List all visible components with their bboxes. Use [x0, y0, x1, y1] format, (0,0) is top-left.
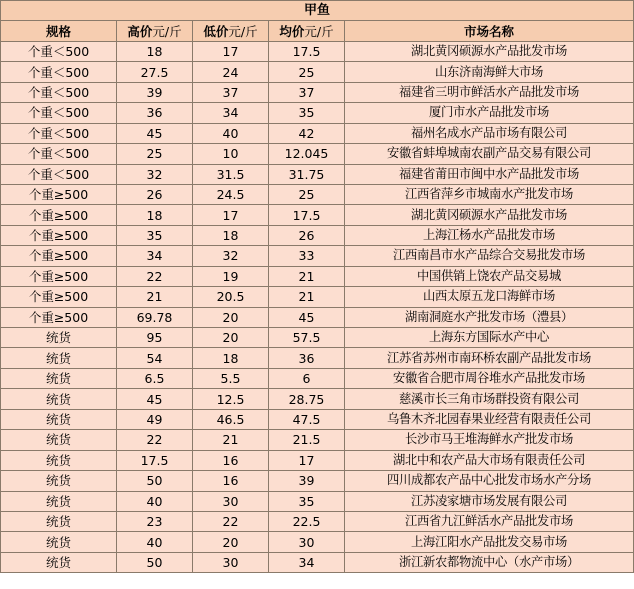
cell-spec: 统货 [1, 532, 117, 552]
cell-avg: 21 [269, 287, 345, 307]
table-row [1, 103, 634, 123]
cell-spec: 统货 [1, 409, 117, 429]
cell-low: 24 [193, 62, 269, 82]
table-row [1, 246, 634, 266]
cell-avg: 25 [269, 184, 345, 204]
cell-high: 26 [117, 184, 193, 204]
cell-avg: 47.5 [269, 409, 345, 429]
cell-high: 35 [117, 225, 193, 245]
table-row [1, 552, 634, 572]
cell-spec: 统货 [1, 348, 117, 368]
cell-low: 17 [193, 205, 269, 225]
cell-avg: 31.75 [269, 164, 345, 184]
cell-market: 福州名成水产品市场有限公司 [345, 123, 634, 143]
cell-spec: 统货 [1, 328, 117, 348]
header-avg-unit: 元/斤 [304, 23, 334, 39]
cell-low: 37 [193, 82, 269, 102]
cell-avg: 30 [269, 532, 345, 552]
table-row [1, 368, 634, 388]
table-row [1, 287, 634, 307]
cell-avg: 39 [269, 471, 345, 491]
cell-low: 30 [193, 491, 269, 511]
cell-avg: 6 [269, 368, 345, 388]
cell-market: 上海江阳水产品批发交易市场 [345, 532, 634, 552]
cell-market: 浙江新农都物流中心（水产市场） [345, 552, 634, 572]
table-row [1, 266, 634, 286]
cell-high: 21 [117, 287, 193, 307]
cell-avg: 57.5 [269, 328, 345, 348]
cell-avg: 17.5 [269, 205, 345, 225]
cell-avg: 21.5 [269, 430, 345, 450]
cell-high: 32 [117, 164, 193, 184]
cell-market: 江西省九江鲜活水产品批发市场 [345, 511, 634, 531]
table-row [1, 144, 634, 164]
table-row [1, 409, 634, 429]
cell-low: 18 [193, 348, 269, 368]
cell-spec: 个重≥500 [1, 205, 117, 225]
cell-market: 长沙市马王堆海鲜水产批发市场 [345, 430, 634, 450]
cell-market: 湖南洞庭水产批发市场（澧县） [345, 307, 634, 327]
cell-avg: 34 [269, 552, 345, 572]
cell-high: 22 [117, 266, 193, 286]
header-low-label: 低价 [203, 23, 229, 39]
cell-avg: 33 [269, 246, 345, 266]
table-row [1, 491, 634, 511]
cell-avg: 17 [269, 450, 345, 470]
cell-high: 50 [117, 552, 193, 572]
cell-market: 福建省三明市鲜活水产品批发市场 [345, 82, 634, 102]
table-row [1, 389, 634, 409]
cell-high: 95 [117, 328, 193, 348]
cell-high: 54 [117, 348, 193, 368]
cell-market: 江苏省苏州市南环桥农副产品批发市场 [345, 348, 634, 368]
cell-high: 49 [117, 409, 193, 429]
cell-market: 厦门市水产品批发市场 [345, 103, 634, 123]
cell-avg: 35 [269, 103, 345, 123]
cell-market: 湖北中和农产品大市场有限责任公司 [345, 450, 634, 470]
cell-market: 福建省莆田市闽中水产品批发市场 [345, 164, 634, 184]
cell-avg: 12.045 [269, 144, 345, 164]
cell-spec: 统货 [1, 552, 117, 572]
cell-high: 25 [117, 144, 193, 164]
cell-high: 34 [117, 246, 193, 266]
cell-spec: 统货 [1, 389, 117, 409]
cell-spec: 个重＜500 [1, 82, 117, 102]
cell-spec: 统货 [1, 511, 117, 531]
header-spec: 规格 [1, 21, 117, 41]
cell-high: 27.5 [117, 62, 193, 82]
cell-market: 江西省萍乡市城南水产批发市场 [345, 184, 634, 204]
cell-spec: 个重≥500 [1, 287, 117, 307]
table-row [1, 328, 634, 348]
cell-spec: 个重≥500 [1, 184, 117, 204]
cell-high: 17.5 [117, 450, 193, 470]
cell-high: 40 [117, 532, 193, 552]
cell-market: 山东济南海鲜大市场 [345, 62, 634, 82]
cell-avg: 45 [269, 307, 345, 327]
cell-avg: 17.5 [269, 41, 345, 61]
cell-market: 山西太原五龙口海鲜市场 [345, 287, 634, 307]
cell-spec: 个重≥500 [1, 225, 117, 245]
cell-market: 湖北黄冈硕源水产品批发市场 [345, 41, 634, 61]
cell-high: 36 [117, 103, 193, 123]
cell-high: 69.78 [117, 307, 193, 327]
cell-market: 乌鲁木齐北园春果业经营有限责任公司 [345, 409, 634, 429]
cell-spec: 统货 [1, 368, 117, 388]
cell-high: 50 [117, 471, 193, 491]
cell-market: 安徽省合肥市周谷堆水产品批发市场 [345, 368, 634, 388]
cell-low: 16 [193, 450, 269, 470]
cell-low: 24.5 [193, 184, 269, 204]
cell-low: 30 [193, 552, 269, 572]
cell-avg: 35 [269, 491, 345, 511]
table-row [1, 471, 634, 491]
cell-low: 16 [193, 471, 269, 491]
cell-low: 10 [193, 144, 269, 164]
cell-spec: 个重＜500 [1, 103, 117, 123]
cell-low: 40 [193, 123, 269, 143]
cell-low: 20.5 [193, 287, 269, 307]
table-row [1, 82, 634, 102]
cell-avg: 25 [269, 62, 345, 82]
table-title: 甲鱼 [1, 1, 634, 21]
cell-spec: 个重＜500 [1, 164, 117, 184]
cell-spec: 个重＜500 [1, 62, 117, 82]
cell-high: 18 [117, 205, 193, 225]
table-body [1, 41, 634, 572]
table-row [1, 307, 634, 327]
table-row [1, 123, 634, 143]
cell-spec: 个重＜500 [1, 144, 117, 164]
cell-low: 34 [193, 103, 269, 123]
cell-low: 18 [193, 225, 269, 245]
cell-avg: 36 [269, 348, 345, 368]
cell-high: 6.5 [117, 368, 193, 388]
cell-low: 17 [193, 41, 269, 61]
cell-avg: 42 [269, 123, 345, 143]
cell-spec: 个重≥500 [1, 246, 117, 266]
cell-high: 22 [117, 430, 193, 450]
cell-avg: 26 [269, 225, 345, 245]
cell-avg: 22.5 [269, 511, 345, 531]
cell-low: 21 [193, 430, 269, 450]
cell-market: 安徽省蚌埠城南农副产品交易有限公司 [345, 144, 634, 164]
cell-market: 慈溪市长三角市场群投资有限公司 [345, 389, 634, 409]
cell-low: 19 [193, 266, 269, 286]
cell-high: 39 [117, 82, 193, 102]
cell-spec: 统货 [1, 450, 117, 470]
table-row [1, 348, 634, 368]
cell-spec: 统货 [1, 491, 117, 511]
cell-spec: 个重≥500 [1, 307, 117, 327]
cell-low: 22 [193, 511, 269, 531]
cell-spec: 统货 [1, 430, 117, 450]
cell-market: 上海东方国际水产中心 [345, 328, 634, 348]
header-high-label: 高价 [127, 23, 153, 39]
cell-spec: 统货 [1, 471, 117, 491]
table-row [1, 450, 634, 470]
cell-low: 46.5 [193, 409, 269, 429]
cell-spec: 个重＜500 [1, 123, 117, 143]
table-row [1, 184, 634, 204]
table-row [1, 225, 634, 245]
header-high [117, 21, 193, 41]
cell-high: 40 [117, 491, 193, 511]
cell-low: 20 [193, 532, 269, 552]
table-row [1, 62, 634, 82]
cell-spec: 个重＜500 [1, 41, 117, 61]
table-row [1, 164, 634, 184]
cell-low: 32 [193, 246, 269, 266]
cell-market: 中国供销上饶农产品交易城 [345, 266, 634, 286]
header-avg [269, 21, 345, 41]
cell-low: 20 [193, 328, 269, 348]
cell-avg: 21 [269, 266, 345, 286]
cell-low: 12.5 [193, 389, 269, 409]
header-high-unit: 元/斤 [152, 23, 182, 39]
cell-market: 四川成都农产品中心批发市场水产分场 [345, 471, 634, 491]
header-avg-label: 均价 [279, 23, 305, 39]
header-low [193, 21, 269, 41]
cell-low: 31.5 [193, 164, 269, 184]
cell-high: 45 [117, 123, 193, 143]
table-row [1, 430, 634, 450]
cell-market: 江苏凌家塘市场发展有限公司 [345, 491, 634, 511]
cell-high: 23 [117, 511, 193, 531]
header-row [1, 21, 634, 41]
header-low-unit: 元/斤 [228, 23, 258, 39]
table-row [1, 41, 634, 61]
table-row [1, 532, 634, 552]
cell-market: 上海江杨水产品批发市场 [345, 225, 634, 245]
cell-high: 45 [117, 389, 193, 409]
cell-avg: 37 [269, 82, 345, 102]
cell-high: 18 [117, 41, 193, 61]
table-title-row [1, 1, 634, 21]
cell-market: 江西南昌市水产品综合交易批发市场 [345, 246, 634, 266]
table-row [1, 511, 634, 531]
header-market: 市场名称 [345, 21, 634, 41]
cell-spec: 个重≥500 [1, 266, 117, 286]
cell-low: 20 [193, 307, 269, 327]
table-row [1, 205, 634, 225]
cell-market: 湖北黄冈硕源水产品批发市场 [345, 205, 634, 225]
cell-low: 5.5 [193, 368, 269, 388]
cell-avg: 28.75 [269, 389, 345, 409]
